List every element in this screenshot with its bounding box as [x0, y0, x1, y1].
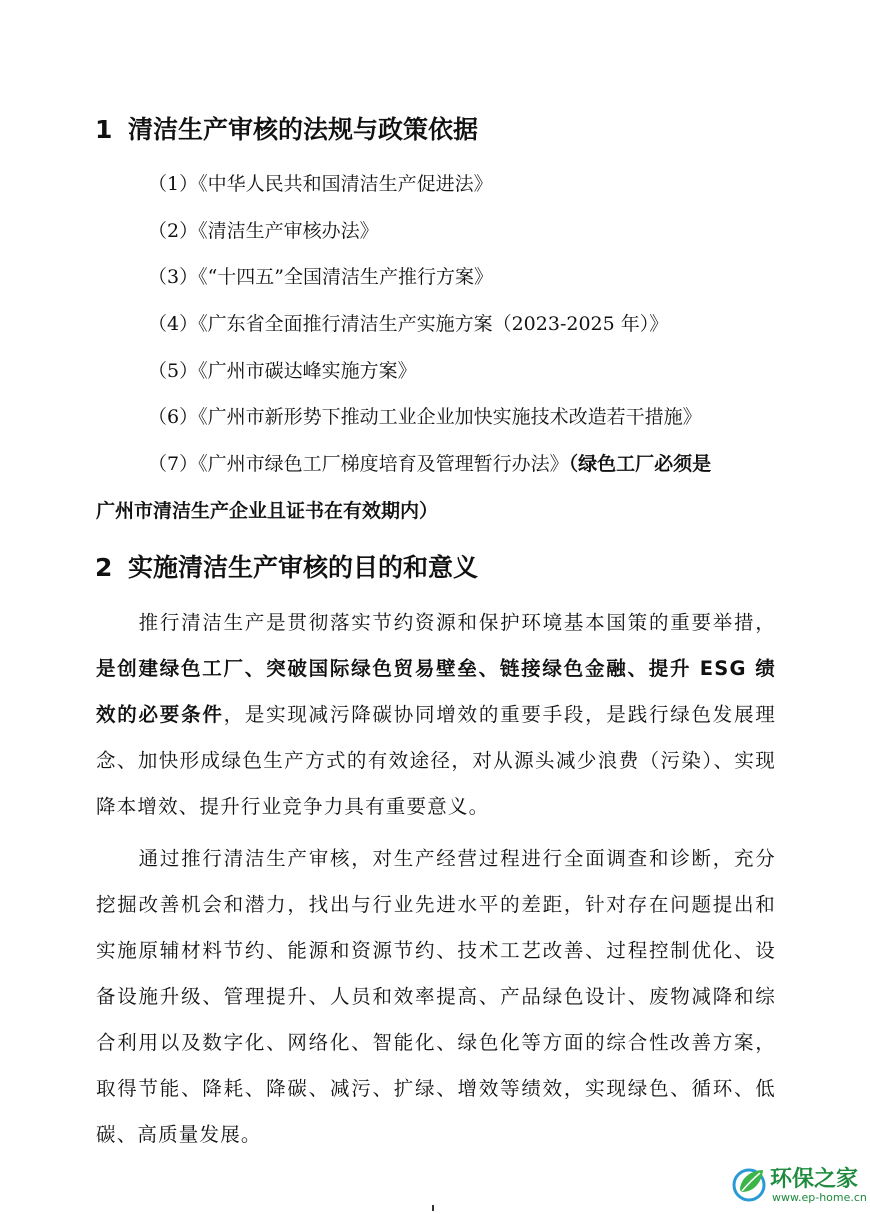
paragraph-method-text: 通过推行清洁生产审核，对生产经营过程进行全面调查和诊断，充分挖掘改善机会和潜力，找出与行业先进水平的差距，针对存在问题提出和实施原辅材料节约、能源和资源节约、技术工艺改善、过程控制优化、设备设施升级、管理提升、人员和效率提高、产品绿色设计、废物减降和综合利用以及数字化、网络化、智能化、绿色化等方面的综合性改善方案，取得节能、降耗、降碳、减污、扩绿、增效等绩效，实现绿色、循环、低碳、高质量发展。	[96, 847, 776, 1146]
regulation-item-3: （3）《“十四五”全国清洁生产推行方案》	[148, 266, 494, 288]
leaf-globe-icon	[730, 1164, 768, 1202]
section-1-title: 清洁生产审核的法规与政策依据	[128, 115, 479, 144]
regulation-item-7	[148, 452, 711, 476]
section-2-heading	[95, 552, 478, 584]
regulation-item-1: （1）《中华人民共和国清洁生产促进法》	[148, 173, 493, 195]
ep-home-url: www.ep-home.cn	[772, 1191, 867, 1204]
section-1-heading	[95, 114, 478, 146]
regulation-item-7-text: （7）《广州市绿色工厂梯度培育及管理暂行办法》	[148, 453, 569, 475]
paragraph-purpose-intro: 推行清洁生产是贯彻落实节约资源和保护环境基本国策的重要举措，	[138, 611, 776, 634]
paragraph-purpose	[96, 600, 776, 830]
regulation-item-4: （4）《广东省全面推行清洁生产实施方案（2023-2025 年）》	[148, 313, 669, 335]
paragraph-purpose-emphasis: 是创建绿色工厂、突破国际绿色贸易壁垒、链接绿色金融、提升 ESG 绩效的必要条件	[96, 657, 776, 726]
paragraph-method	[96, 836, 776, 1158]
ep-home-name: 环保之家	[770, 1167, 859, 1192]
regulation-item-7-note: （绿色工厂必须是	[568, 453, 712, 475]
section-1-number: 1	[95, 115, 113, 144]
regulation-item-7-note-continued: 广州市清洁生产企业且证书在有效期内）	[96, 500, 439, 522]
section-2-number: 2	[95, 553, 113, 582]
ep-home-logo	[730, 1160, 870, 1214]
regulation-item-5: （5）《广州市碳达峰实施方案》	[148, 360, 417, 382]
regulation-item-6: （6）《广州市新形势下推动工业企业加快实施技术改造若干措施》	[148, 406, 702, 428]
page-number-mark	[432, 1205, 434, 1211]
paragraph-purpose-rest: ，是实现减污降碳协同增效的重要手段，是践行绿色发展理念、加快形成绿色生产方式的有效途径，对从源头减少浪费（污染）、实现降本增效、提升行业竞争力具有重要意义。	[96, 703, 776, 818]
regulation-item-2: （2）《清洁生产审核办法》	[148, 220, 379, 242]
section-2-title: 实施清洁生产审核的目的和意义	[128, 553, 479, 582]
